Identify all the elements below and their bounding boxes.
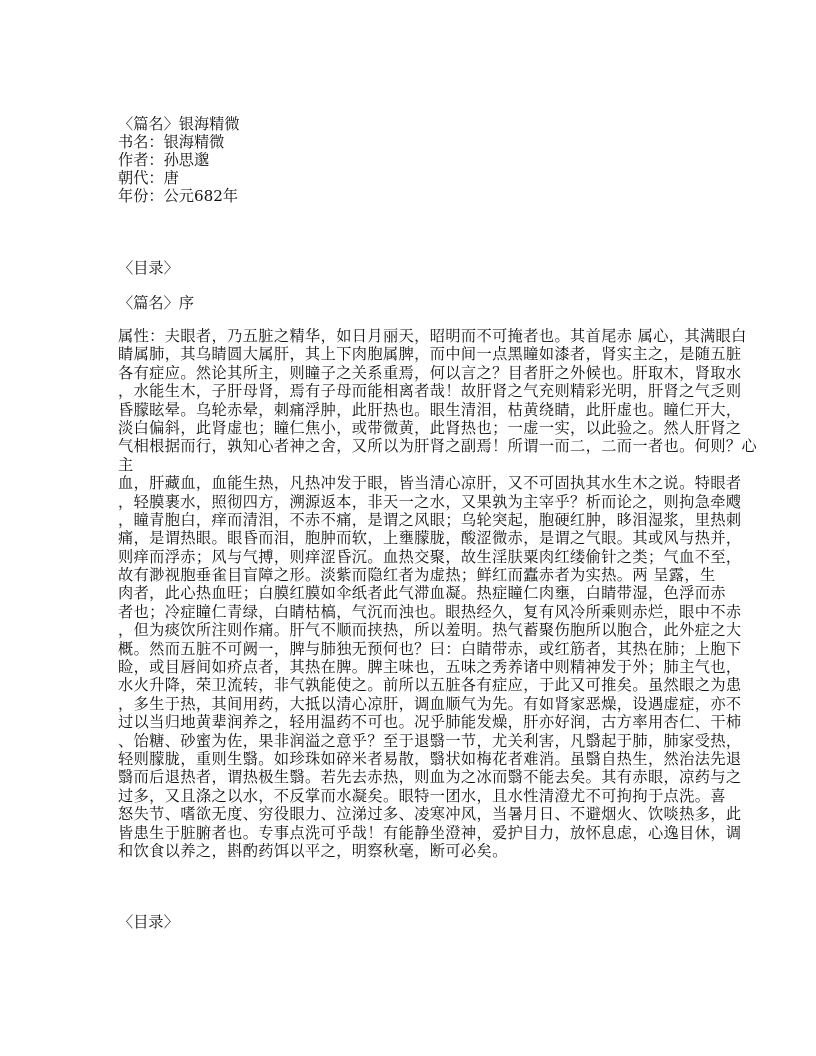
dynasty: 朝代：唐 [118,169,179,187]
body-line: 、饴糖、砂蜜为佐，果非润溢之意乎？至于退翳一节，尤关利害，凡翳起于肺，肺家受热， [118,731,742,750]
body-line: ，多生于热，其间用药，大抵以清心凉肝，调血顺气为先。有如肾家恶燥，设遇虚症，亦不 [118,694,742,713]
body-line: 睑，或目唇间如疥点者，其热在脾。脾主味也，五味之秀养诸中则精神发于外；肺主气也， [118,658,742,677]
body-line: 昏朦眩晕。乌轮赤晕，刺痛浮肿，此肝热也。眼生清泪，枯黄绕睛，此肝虚也。瞳仁开大， [118,400,742,419]
preface-body [118,327,757,860]
body-line: 主 [118,455,134,474]
book-name: 书名：银海精微 [118,133,225,151]
body-line: 故有渺视胞垂雀目盲障之形。淡紫而隐红者为虚热；鲜红而蠹赤者为实热。两 呈露，生 [118,566,716,585]
body-line: 淡白偏斜，此肾虚也；瞳仁焦小，或带微黄，此肾热也；一虚一实，以此验之。然人肝肾之 [118,418,742,437]
body-line: 属性：夫眼者，乃五脏之精华，如日月丽天，昭明而不可掩者也。其首尾赤 属心，其满眼白 [118,327,747,345]
body-line: 水火升降，荣卫流转，非气孰能使之。前所以五脏各有症应，于此又可推矣。虽然眼之为患 [118,676,742,695]
year: 年份：公元682年 [118,187,239,205]
body-line: 睛属肺，其乌睛圆大属肝，其上下肉胞属脾，而中间一点黑瞳如漆者，肾实主之，是随五脏 [118,345,742,364]
body-line: 痛，是谓热眼。眼昏而泪，胞肿而软，上壅朦胧，酸涩微赤，是谓之气眼。其或风与热并， [118,529,742,548]
section-title: 〈篇名〉序 [118,294,194,312]
toc-link-bottom[interactable]: 〈目录〉 [118,913,179,931]
toc-link-top[interactable]: 〈目录〉 [118,259,179,277]
body-line: 过以当归地黄辈润养之，轻用温药不可也。况乎肺能发燥，肝亦好润，古方率用杏仁、干柿 [118,713,742,732]
body-line: 血，肝藏血，血能生热，凡热冲发于眼，皆当清心凉肝，又不可固执其水生木之说。特眼者 [118,474,742,493]
body-line: 和饮食以养之，斟酌药饵以平之，明察秋毫，断可必矣。 [118,841,508,860]
body-line: 概。然而五脏不可阙一，脾与肺独无预何也？曰：白睛带赤，或红筋者，其热在肺；上胞下 [118,639,742,658]
body-line: 者也；冷症瞳仁青绿，白睛枯槁，气沉而浊也。眼热经久，复有风冷所乘则赤烂，眼中不赤 [118,602,742,621]
body-line: 则痒而浮赤；风与气搏，则痒涩昏沉。血热交聚，故生淫肤粟肉红缕偷针之类；气血不至， [118,547,742,566]
body-line: 怒失节、嗜欲无度、穷役眼力、泣涕过多、凌寒冲风，当暑月日、不避烟火、饮啖热多，此 [118,805,742,824]
body-line: ，水能生木，子肝母肾，焉有子母而能相离者哉！故肝肾之气充则精彩光明，肝肾之气乏则 [118,382,742,401]
body-line: 气相根据而行，孰知心者神之舍，又所以为肝肾之副焉！所谓一而二，二而一者也。何则？心 [118,437,758,456]
body-line: 肉者，此心热血旺；白膜红膜如伞纸者此气滞血凝。热症瞳仁肉壅，白睛带湿，色浮而赤 [118,584,726,603]
body-line: ，但为痰饮所注则作痛。肝气不顺而挟热，所以羞明。热气蓄聚伤胞所以胞合，此外症之大 [118,621,742,640]
body-line: 各有症应。然论其所主，则瞳子之关系重焉，何以言之？目者肝之外候也。肝取木，肾取水 [118,363,742,382]
chapter-title: 〈篇名〉银海精微 [118,115,240,133]
author: 作者：孙思邈 [118,151,210,169]
body-line: 过多，又且涤之以水，不反掌而水凝矣。眼特一团水，且水性清澄尤不可拘拘于点洗。喜 [118,786,726,805]
body-line: 轻则朦胧，重则生翳。如珍珠如碎米者易散，翳状如梅花者难消。虽翳自热生，然治法先退 [118,749,742,768]
body-line: ，轻膜裹水，照彻四方，溯源返本，非天一之水，又果孰为主宰乎？析而论之，则拘急牵飕 [118,492,742,511]
book-metadata [118,115,240,205]
body-line: 翳而后退热者，谓热极生翳。若先去赤热，则血为之冰而翳不能去矣。其有赤眼，凉药与之 [118,768,742,787]
body-line: ，瞳青胞白，痒而清泪，不赤不痛，是谓之风眼；乌轮突起，胞硬红肿，眵泪湿浆，里热刺 [118,510,742,529]
body-line: 皆患生于脏腑者也。专事点洗可乎哉！有能静坐澄神，爱护目力，放怀息虑，心逸目休，调 [118,823,742,842]
